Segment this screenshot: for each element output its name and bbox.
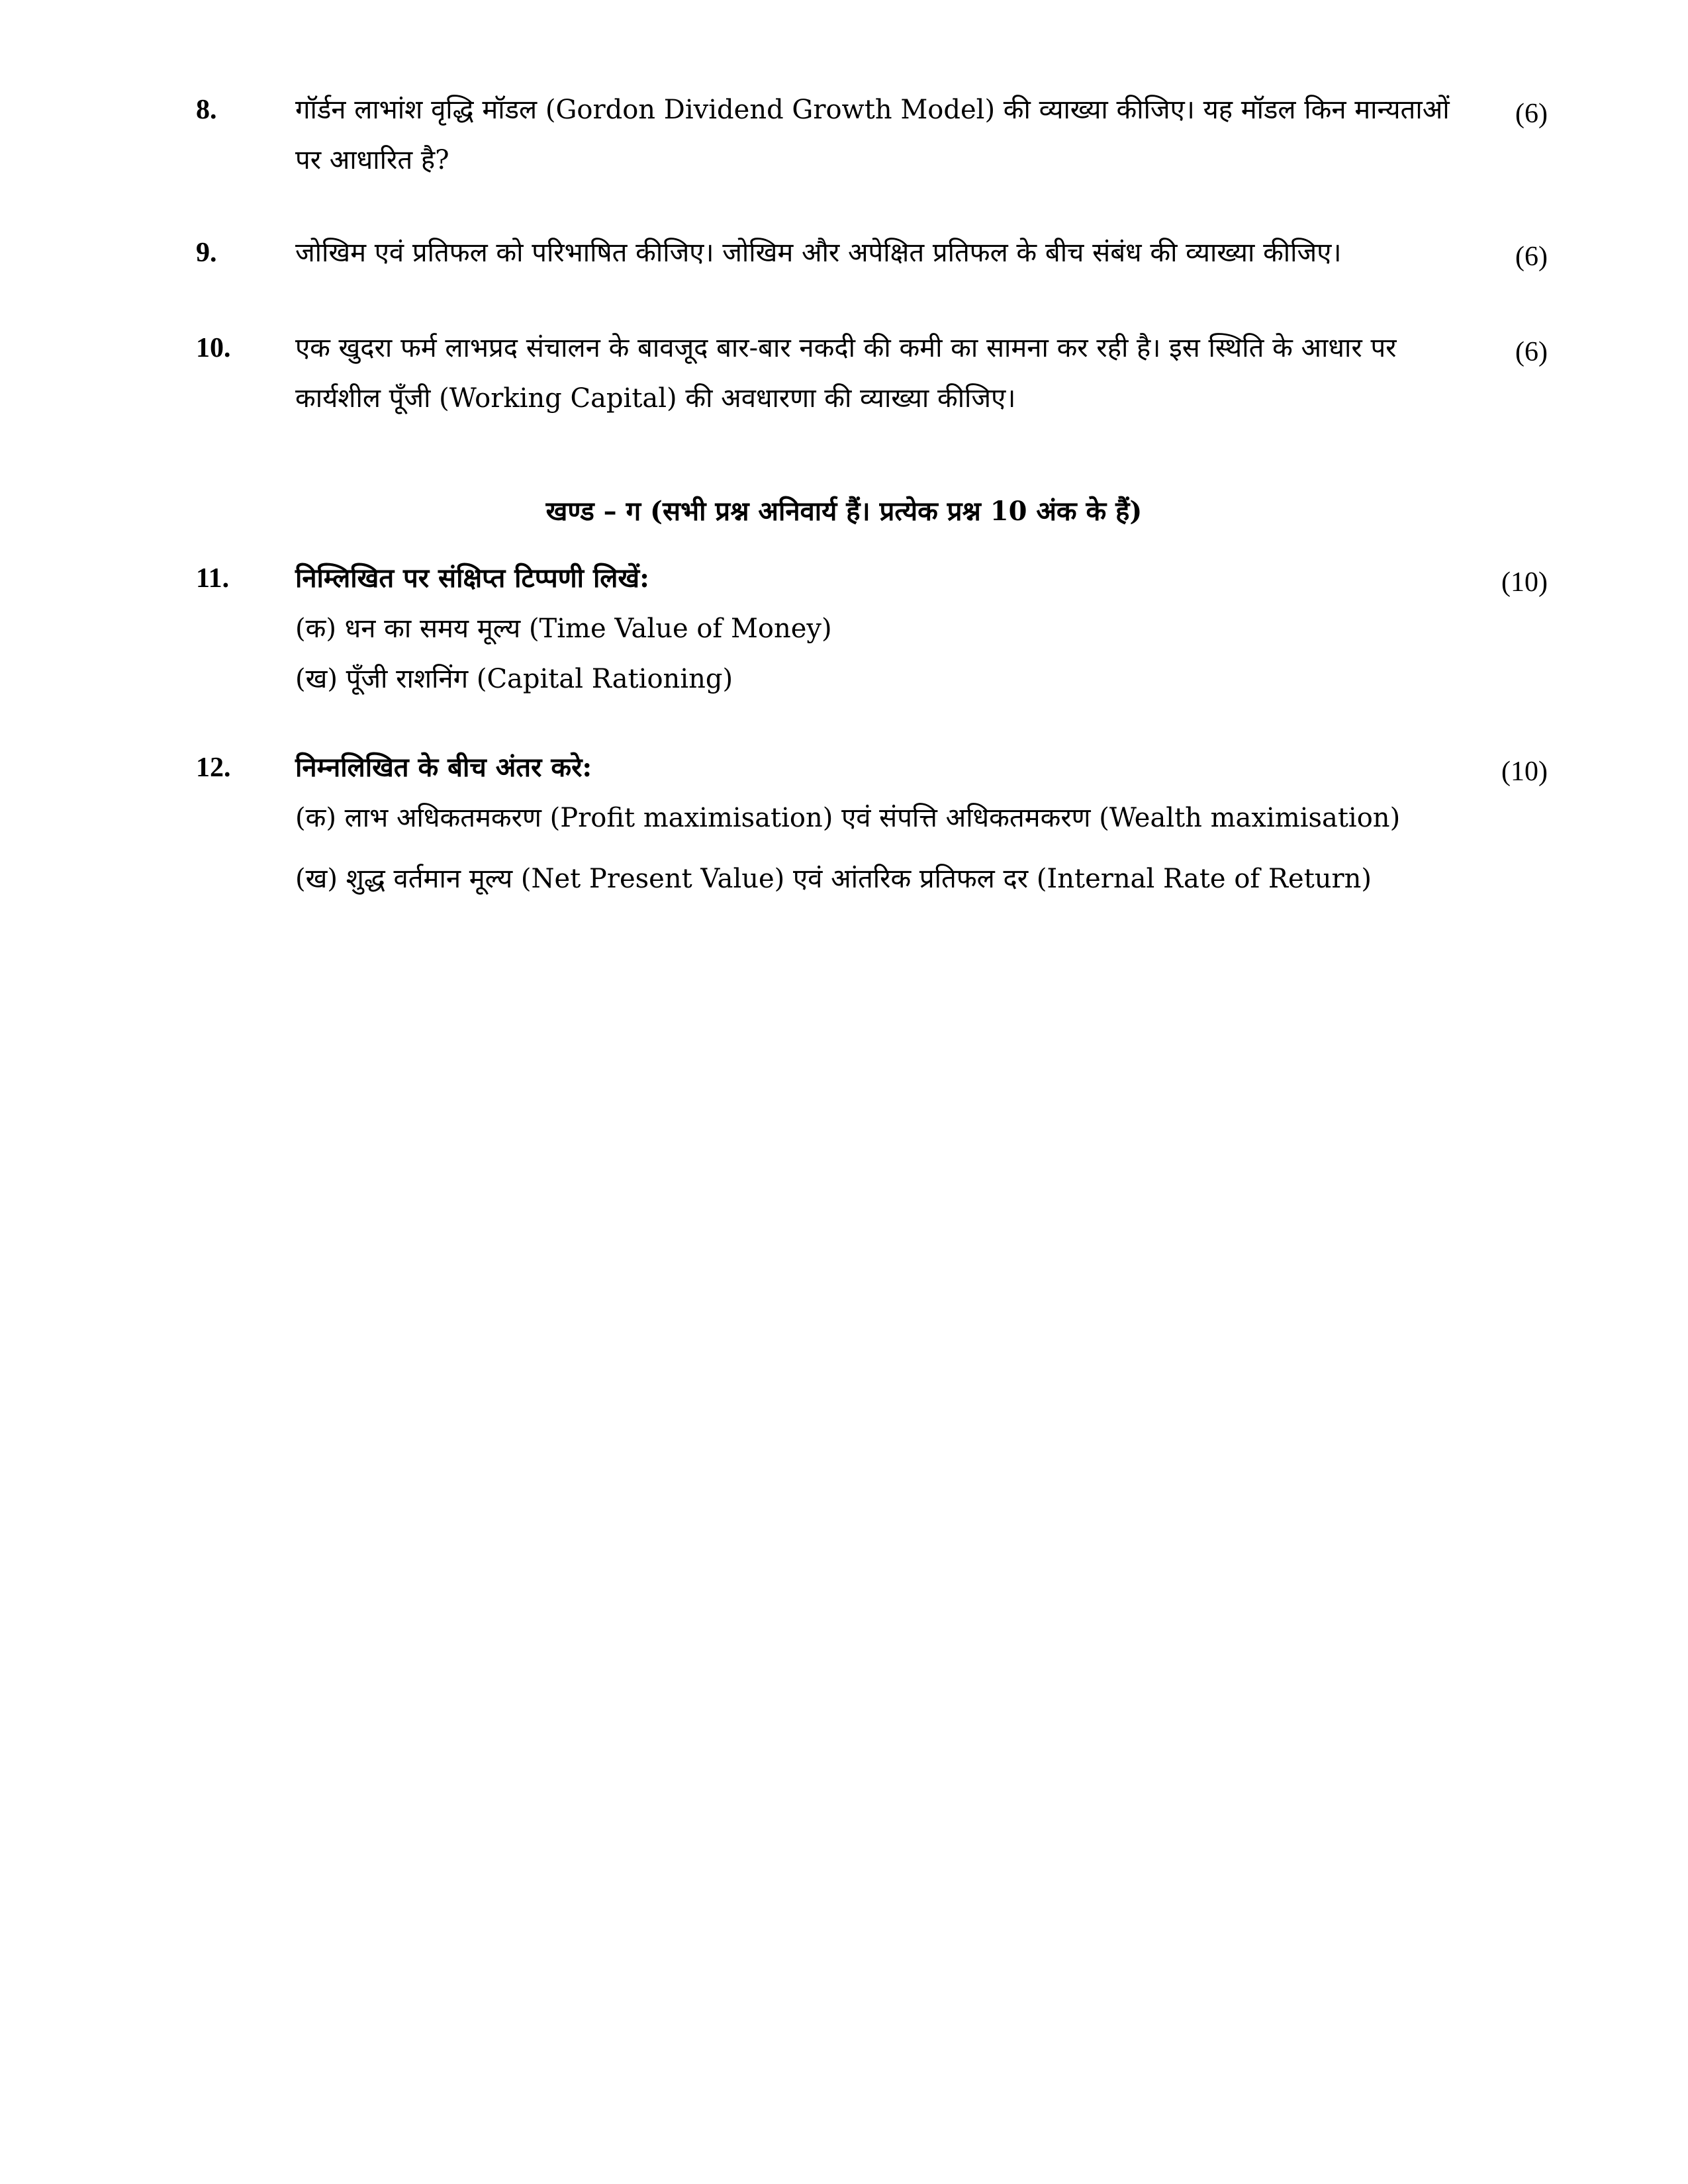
question-marks: (10) <box>1501 567 1548 598</box>
question-number: 8. <box>196 95 217 125</box>
question-text-line-1: एक खुदरा फर्म लाभप्रद संचालन के बावजूद बार-बार नकदी की कमी का सामना कर रही है। इस स्थिति के आधार पर <box>295 333 1397 363</box>
question-number: 10. <box>196 333 231 363</box>
question-number: 11. <box>196 563 230 594</box>
question-marks: (10) <box>1501 756 1548 787</box>
question-part-b: (ख) पूँजी राशनिंग (Capital Rationing) <box>295 664 733 694</box>
question-number: 9. <box>196 238 217 268</box>
question-part-a: (क) लाभ अधिकतमकरण (Profit maximisation) एवं संपत्ति अधिकतमकरण (Wealth maximisation) <box>295 803 1401 833</box>
section-c-title: खण्ड – ग (सभी प्रश्न अनिवार्य हैं। प्रत्येक प्रश्न 10 अंक के हैं) <box>545 496 1143 527</box>
question-number: 12. <box>196 752 231 783</box>
question-marks: (6) <box>1515 242 1548 272</box>
question-text-line-1: गॉर्डन लाभांश वृद्धि मॉडल (Gordon Dividend Growth Model) की व्याख्या कीजिए। यह मॉडल किन मान्यताओं <box>295 95 1450 125</box>
question-text-line-1: जोखिम एवं प्रतिफल को परिभाषित कीजिए। जोखिम और अपेक्षित प्रतिफल के बीच संबंध की व्याख्या कीजिए। <box>295 238 1342 268</box>
question-text-line-2: पर आधारित है? <box>295 145 449 175</box>
question-part-a: (क) धन का समय मूल्य (Time Value of Money) <box>295 614 832 644</box>
question-heading: निम्नलिखित के बीच अंतर करे: <box>295 752 592 783</box>
question-marks: (6) <box>1515 99 1548 129</box>
question-part-b: (ख) शुद्ध वर्तमान मूल्य (Net Present Value) एवं आंतरिक प्रतिफल दर (Internal Rate of Return) <box>295 864 1372 894</box>
question-text-line-2: कार्यशील पूँजी (Working Capital) की अवधारणा की व्याख्या कीजिए। <box>295 383 1016 414</box>
question-heading: निम्लिखित पर संक्षिप्त टिप्पणी लिखें: <box>295 563 649 594</box>
question-marks: (6) <box>1515 337 1548 367</box>
